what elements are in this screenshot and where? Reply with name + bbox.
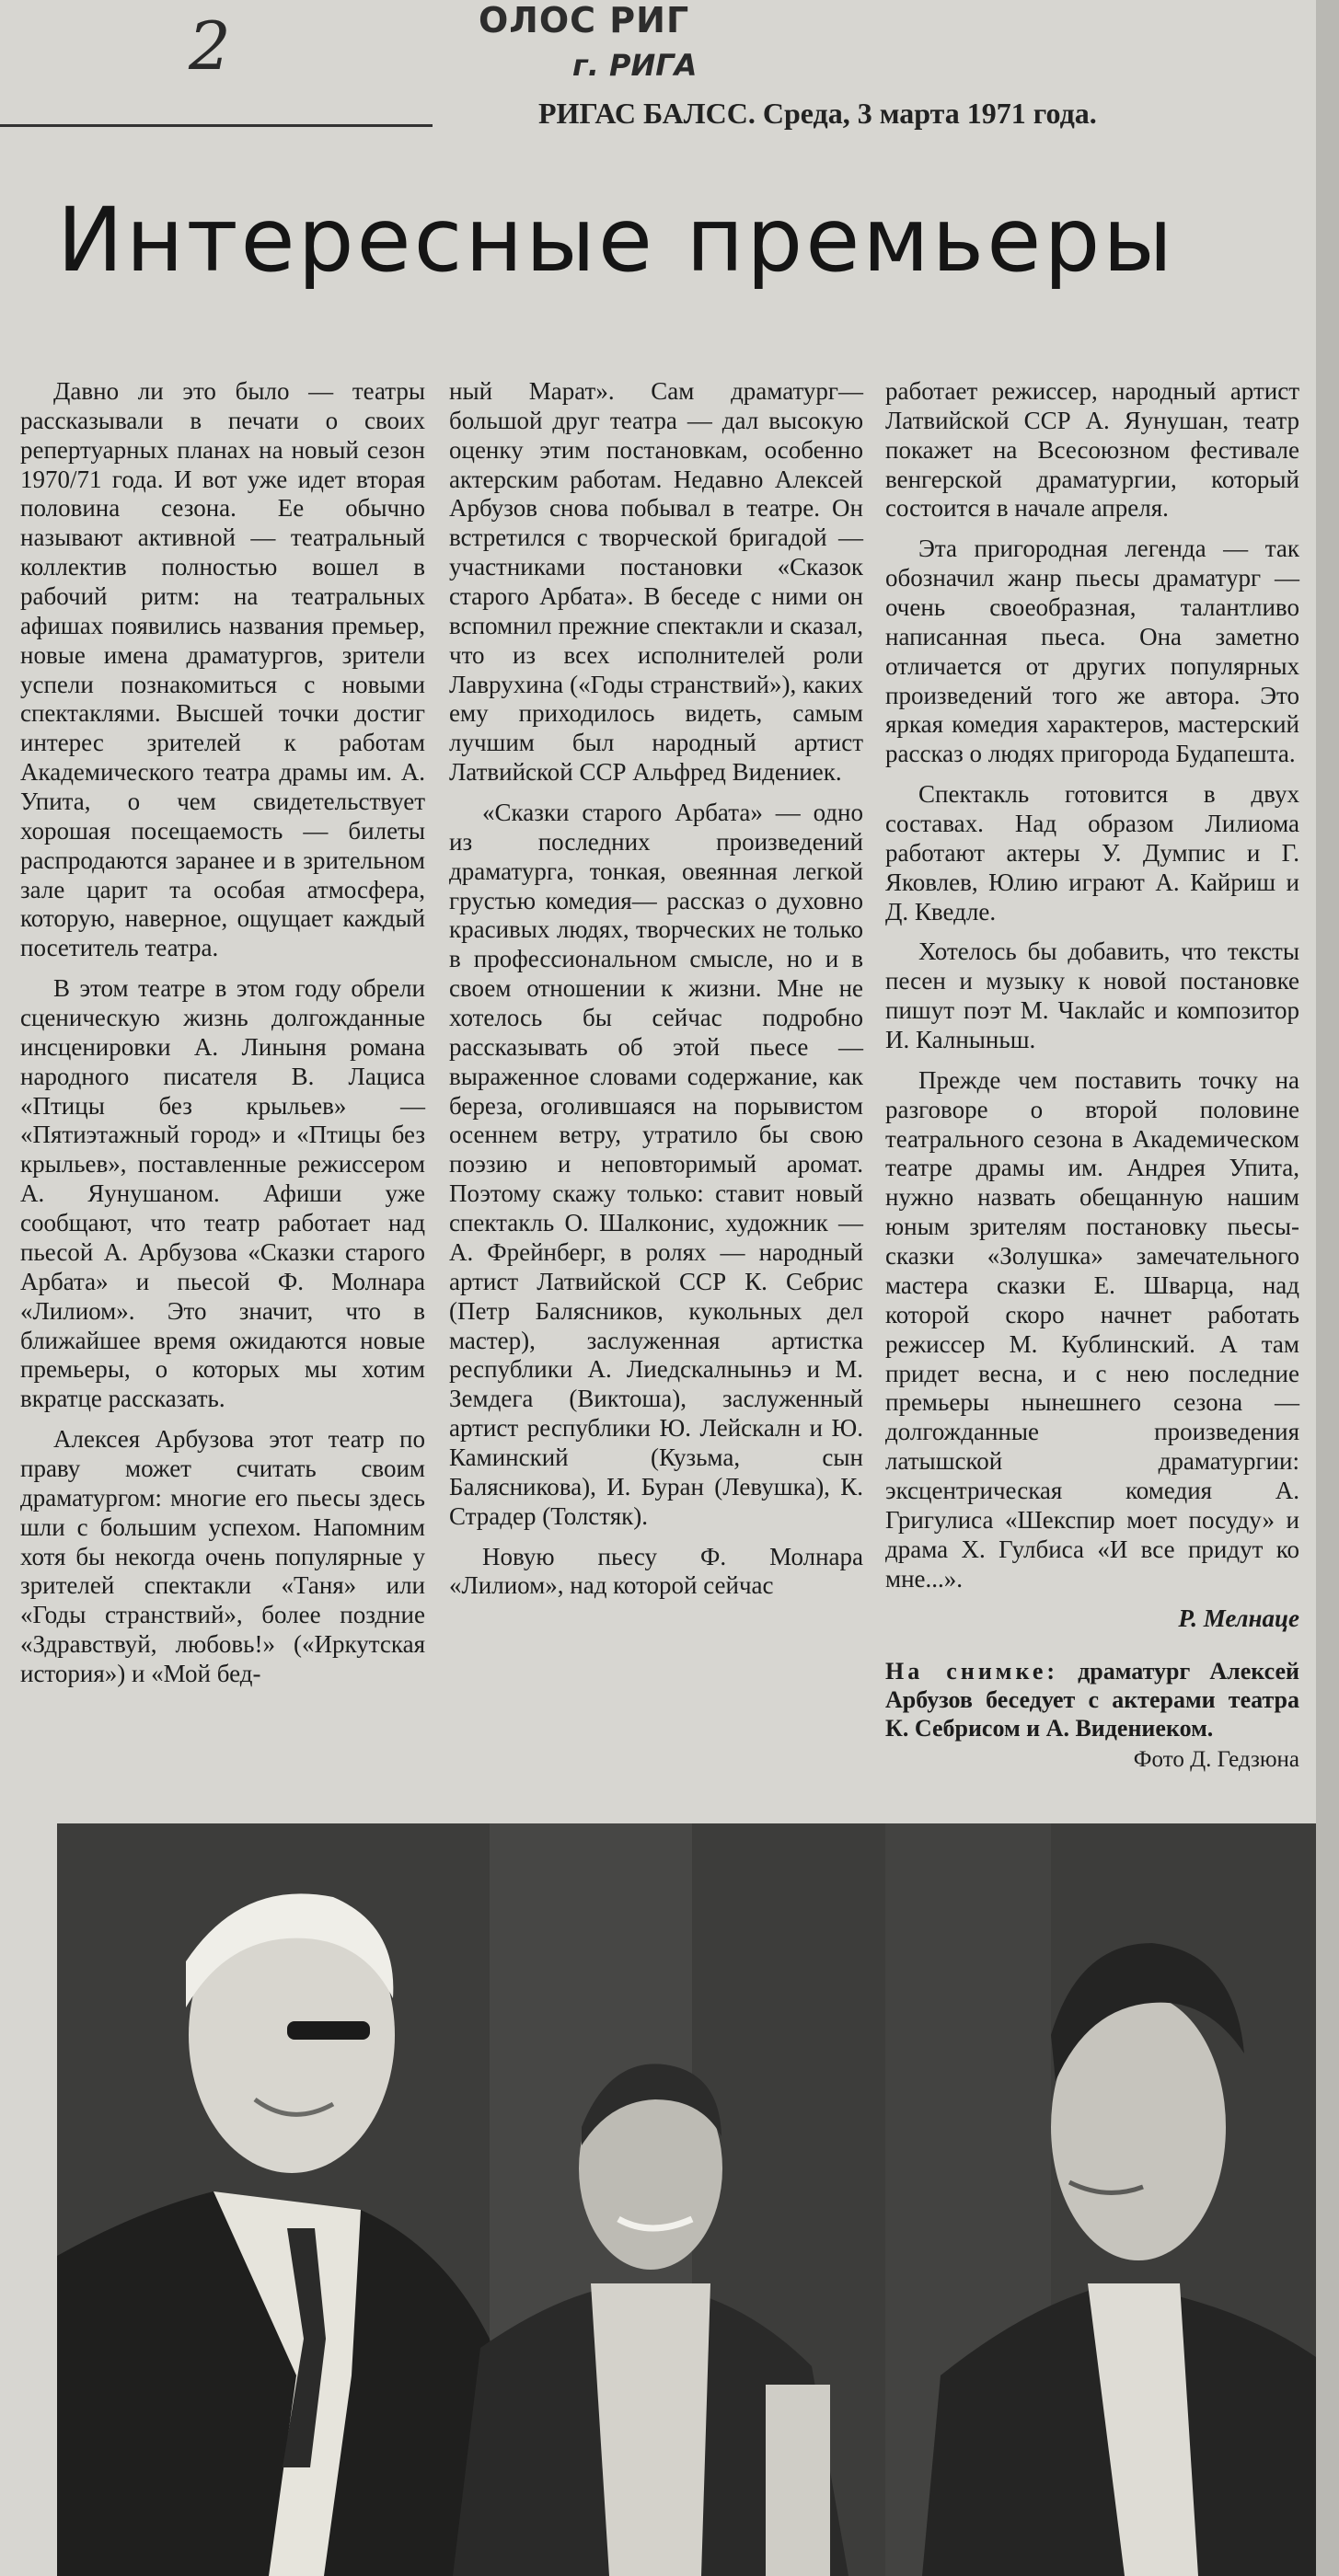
paragraph: Хотелось бы добавить, что тексты песен и музыку к новой постановке пишут поэт М. Чаклайс и композитор И. Калныньш.	[885, 937, 1299, 1054]
page-edge	[1316, 0, 1339, 2576]
handwritten-number: 2	[189, 7, 231, 85]
headline: Интересные премьеры	[57, 189, 1176, 292]
paragraph: «Сказки старого Арбата» — одно из последних произведений драматурга, тонкая, овеянная легкой грустью комедия— рассказ о духовно красивых людях, творческих не только в профессиональном смысле, но и в своем отношении к жизни. Мне не хотелось бы сейчас подробно рассказывать об этой пьесе — выраженное словами содержание, как береза, оголившаяся на порывистом осеннем ветру, утратило бы свою поэзию и неповторимый аромат. Поэтому скажу только: ставит новый спектакль О. Шалконис, художник — А. Фрейнберг, в ролях — народный артист Латвийской ССР К. Себрис (Петр Балясников, кукольных дел мастер), заслуженная артистка республики А. Лиедскалныньэ и М. Земдега (Виктоша), заслуженный артист республики Ю. Лейскалн и Ю. Каминский (Кузьма, сын Балясникова), И. Буран (Левушка), К. Страдер (Толстяк).	[449, 799, 863, 1530]
column-2	[449, 377, 863, 1612]
paragraph: Алексея Арбузова этот театр по праву может считать своим драматургом: многие его пьесы здесь шли с большим успехом. Напомним хотя бы некогда очень популярные у зрителей спектакли «Таня» или «Годы странствий», более поздние «Здравствуй, любовь!» («Иркутская история») и «Мой бед-	[20, 1425, 425, 1687]
caption-lead: На снимке:	[885, 1658, 1059, 1685]
paragraph: работает режиссер, народный артист Латвийской ССР А. Яунушан, театр покажет на Всесоюзном фестивале венгерской драматургии, который состоится в начале апреля.	[885, 377, 1299, 523]
photo-credit: Фото Д. Гедзюна	[1133, 1747, 1299, 1773]
paragraph: ный Марат». Сам драматург— большой друг театра — дал высокую оценку этим постановкам, особенно актерским работам. Недавно Алексей Арбузов снова побывал в театре. Он встретился с творческой бригадой — участниками постановки «Сказок старого Арбата». В беседе с ними он вспомнил прежние спектакли и сказал, что из всех исполнителей роли Лаврухина («Годы странствий»), каких ему приходилось видеть, самым лучшим был народный артист Латвийской ССР Альфред Видениек.	[449, 377, 863, 787]
caption-text: драматург Алексей Арбузов беседует с актерами театра К. Себрисом и А. Видениеком.	[885, 1658, 1300, 1742]
paragraph: Прежде чем поставить точку на разговоре о второй половине театрального сезона в Академическом театре драмы им. Андрея Упита, нужно назвать обещанную нашим юным зрителям постановку пьесы-сказки «Золушка» замечательного мастера сказки Е. Шварца, над которой скоро начнет работать режиссер М. Кублинский. А там придет весна, и с нею последние премьеры нынешнего сезона — долгожданные произведения латышской драматургии: эксцентрическая комедия А. Григулиса «Шекспир моет посуду» и драма Х. Гулбиса «И все придут ко мне...».	[885, 1065, 1299, 1593]
column-3	[885, 377, 1299, 1774]
masthead: ОЛОС РИГ	[479, 0, 690, 40]
header-rule	[0, 124, 433, 127]
column-1	[20, 377, 425, 1700]
paragraph: Новую пьесу Ф. Молнара «Лилиом», над которой сейчас	[449, 1542, 863, 1600]
author-signature: Р. Мелнаце	[1178, 1604, 1299, 1633]
city-label: г. РИГА	[572, 48, 698, 83]
dateline: РИГАС БАЛСС. Среда, 3 марта 1971 года.	[538, 97, 1097, 130]
photo-three-men-icon	[57, 1823, 1316, 2576]
paragraph: Давно ли это было — театры рассказывали в печати о своих репертуарных планах на новый сезон 1970/71 года. И вот уже идет вторая половина сезона. Ее обычно называют активной — театральный коллектив полностью вошел в рабочий ритм: на театральных афишах появились названия премьер, новые имена драматургов, зрители успели познакомиться с новыми спектаклями. Высшей точки достиг интерес зрителей к работам Академического театра драмы им. А. Упита, о чем свидетельствует хорошая посещаемость — билеты распродаются заранее и в зрительном зале царит та особая атмосфера, которую, наверное, ощущает каждый посетитель театра.	[20, 377, 425, 962]
paragraph: В этом театре в этом году обрели сценическую жизнь долгожданные инсценировки А. Линыня романа народного писателя В. Лациса «Птицы без крыльев» — «Пятиэтажный город» и «Птицы без крыльев», поставленные режиссером А. Яунушаном. Афиши уже сообщают, что театр работает над пьесой А. Арбузова «Сказки старого Арбата» и пьесой Ф. Молнара «Лилиом». Это значит, что в ближайшее время ожидаются новые премьеры, о которых мы хотим вкратце рассказать.	[20, 974, 425, 1413]
paragraph: Спектакль готовится в двух составах. Над образом Лилиома работают актеры У. Думпис и Г. Яковлев, Юлию играют А. Кайриш и Д. Кведле.	[885, 780, 1299, 926]
photo	[57, 1823, 1316, 2576]
photo-caption	[885, 1658, 1299, 1742]
paragraph: Эта пригородная легенда — так обозначил жанр пьесы драматург — очень своеобразная, талантливо написанная пьеса. Она заметно отличается от других популярных произведений того же автора. Это яркая комедия характеров, мастерский рассказ о людях пригорода Будапешта.	[885, 535, 1299, 768]
